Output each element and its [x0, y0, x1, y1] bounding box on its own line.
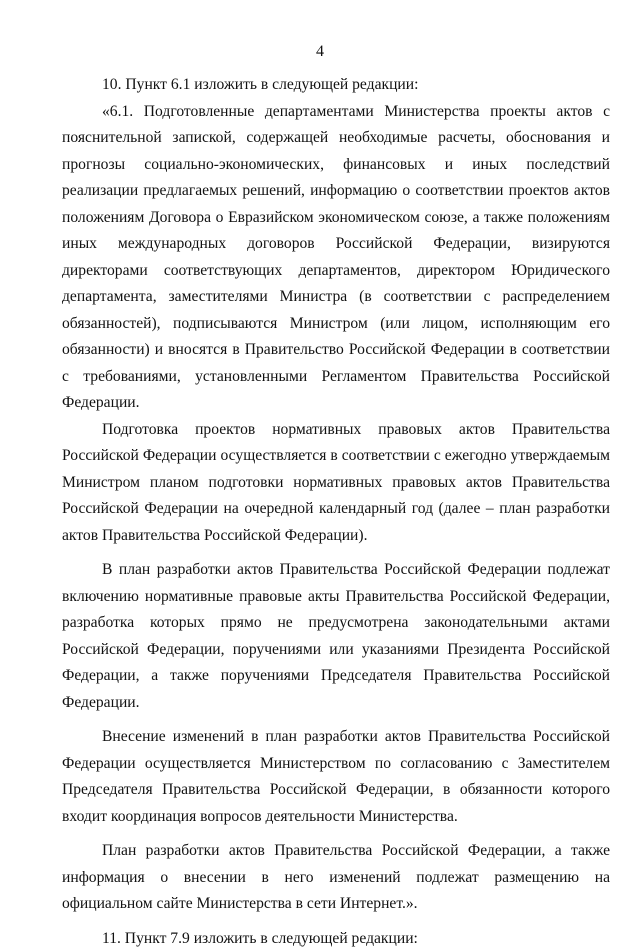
document-body [62, 72, 610, 952]
paragraph-plan-amendments: Внесение изменений в план разработки актов Правительства Российской Федерации осуществляется Министерством по согласованию с Заместителем Председателя Правительства Российской Федерации, в обязанности которого входит координация вопросов деятельности Министерства. [62, 724, 610, 830]
paragraph-item-10-heading: 10. Пункт 6.1 изложить в следующей редакции: [62, 72, 610, 99]
paragraph-plan-inclusion: В план разработки актов Правительства Российской Федерации подлежат включению нормативные правовые акты Правительства Российской Федерации, разработка которых прямо не предусмотрена законодательными актами Российской Федерации, поручениями или указаниями Президента Российской Федерации, а также поручениями Председателя Правительства Российской Федерации. [62, 557, 610, 716]
page-number: 4 [0, 42, 640, 62]
paragraph-plan-publication: План разработки актов Правительства Российской Федерации, а также информация о внесении в него изменений подлежат размещению на официальном сайте Министерства в сети Интернет.». [62, 838, 610, 918]
paragraph-plan-preparation: Подготовка проектов нормативных правовых актов Правительства Российской Федерации осуществляется в соответствии с ежегодно утверждаемым Министром планом подготовки нормативных правовых актов Правительства Российской Федерации на очередной календарный год (далее – план разработки актов Правительства Российской Федерации). [62, 417, 610, 550]
paragraph-clause-6-1: «6.1. Подготовленные департаментами Министерства проекты актов с пояснительной запиской, содержащей необходимые расчеты, обоснования и прогнозы социально-экономических, финансовых и иных последствий реализации предлагаемых решений, информацию о соответствии проектов актов положениям Договора о Евразийском экономическом союзе, а также положениям иных международных договоров Российской Федерации, визируются директорами соответствующих департаментов, директором Юридического департамента, заместителями Министра (в соответствии с распределением обязанностей), подписываются Министром (или лицом, исполняющим его обязанности) и вносятся в Правительство Российской Федерации в соответствии с требованиями, установленными Регламентом Правительства Российской Федерации. [62, 99, 610, 417]
paragraph-item-11-heading: 11. Пункт 7.9 изложить в следующей редакции: [62, 926, 610, 952]
